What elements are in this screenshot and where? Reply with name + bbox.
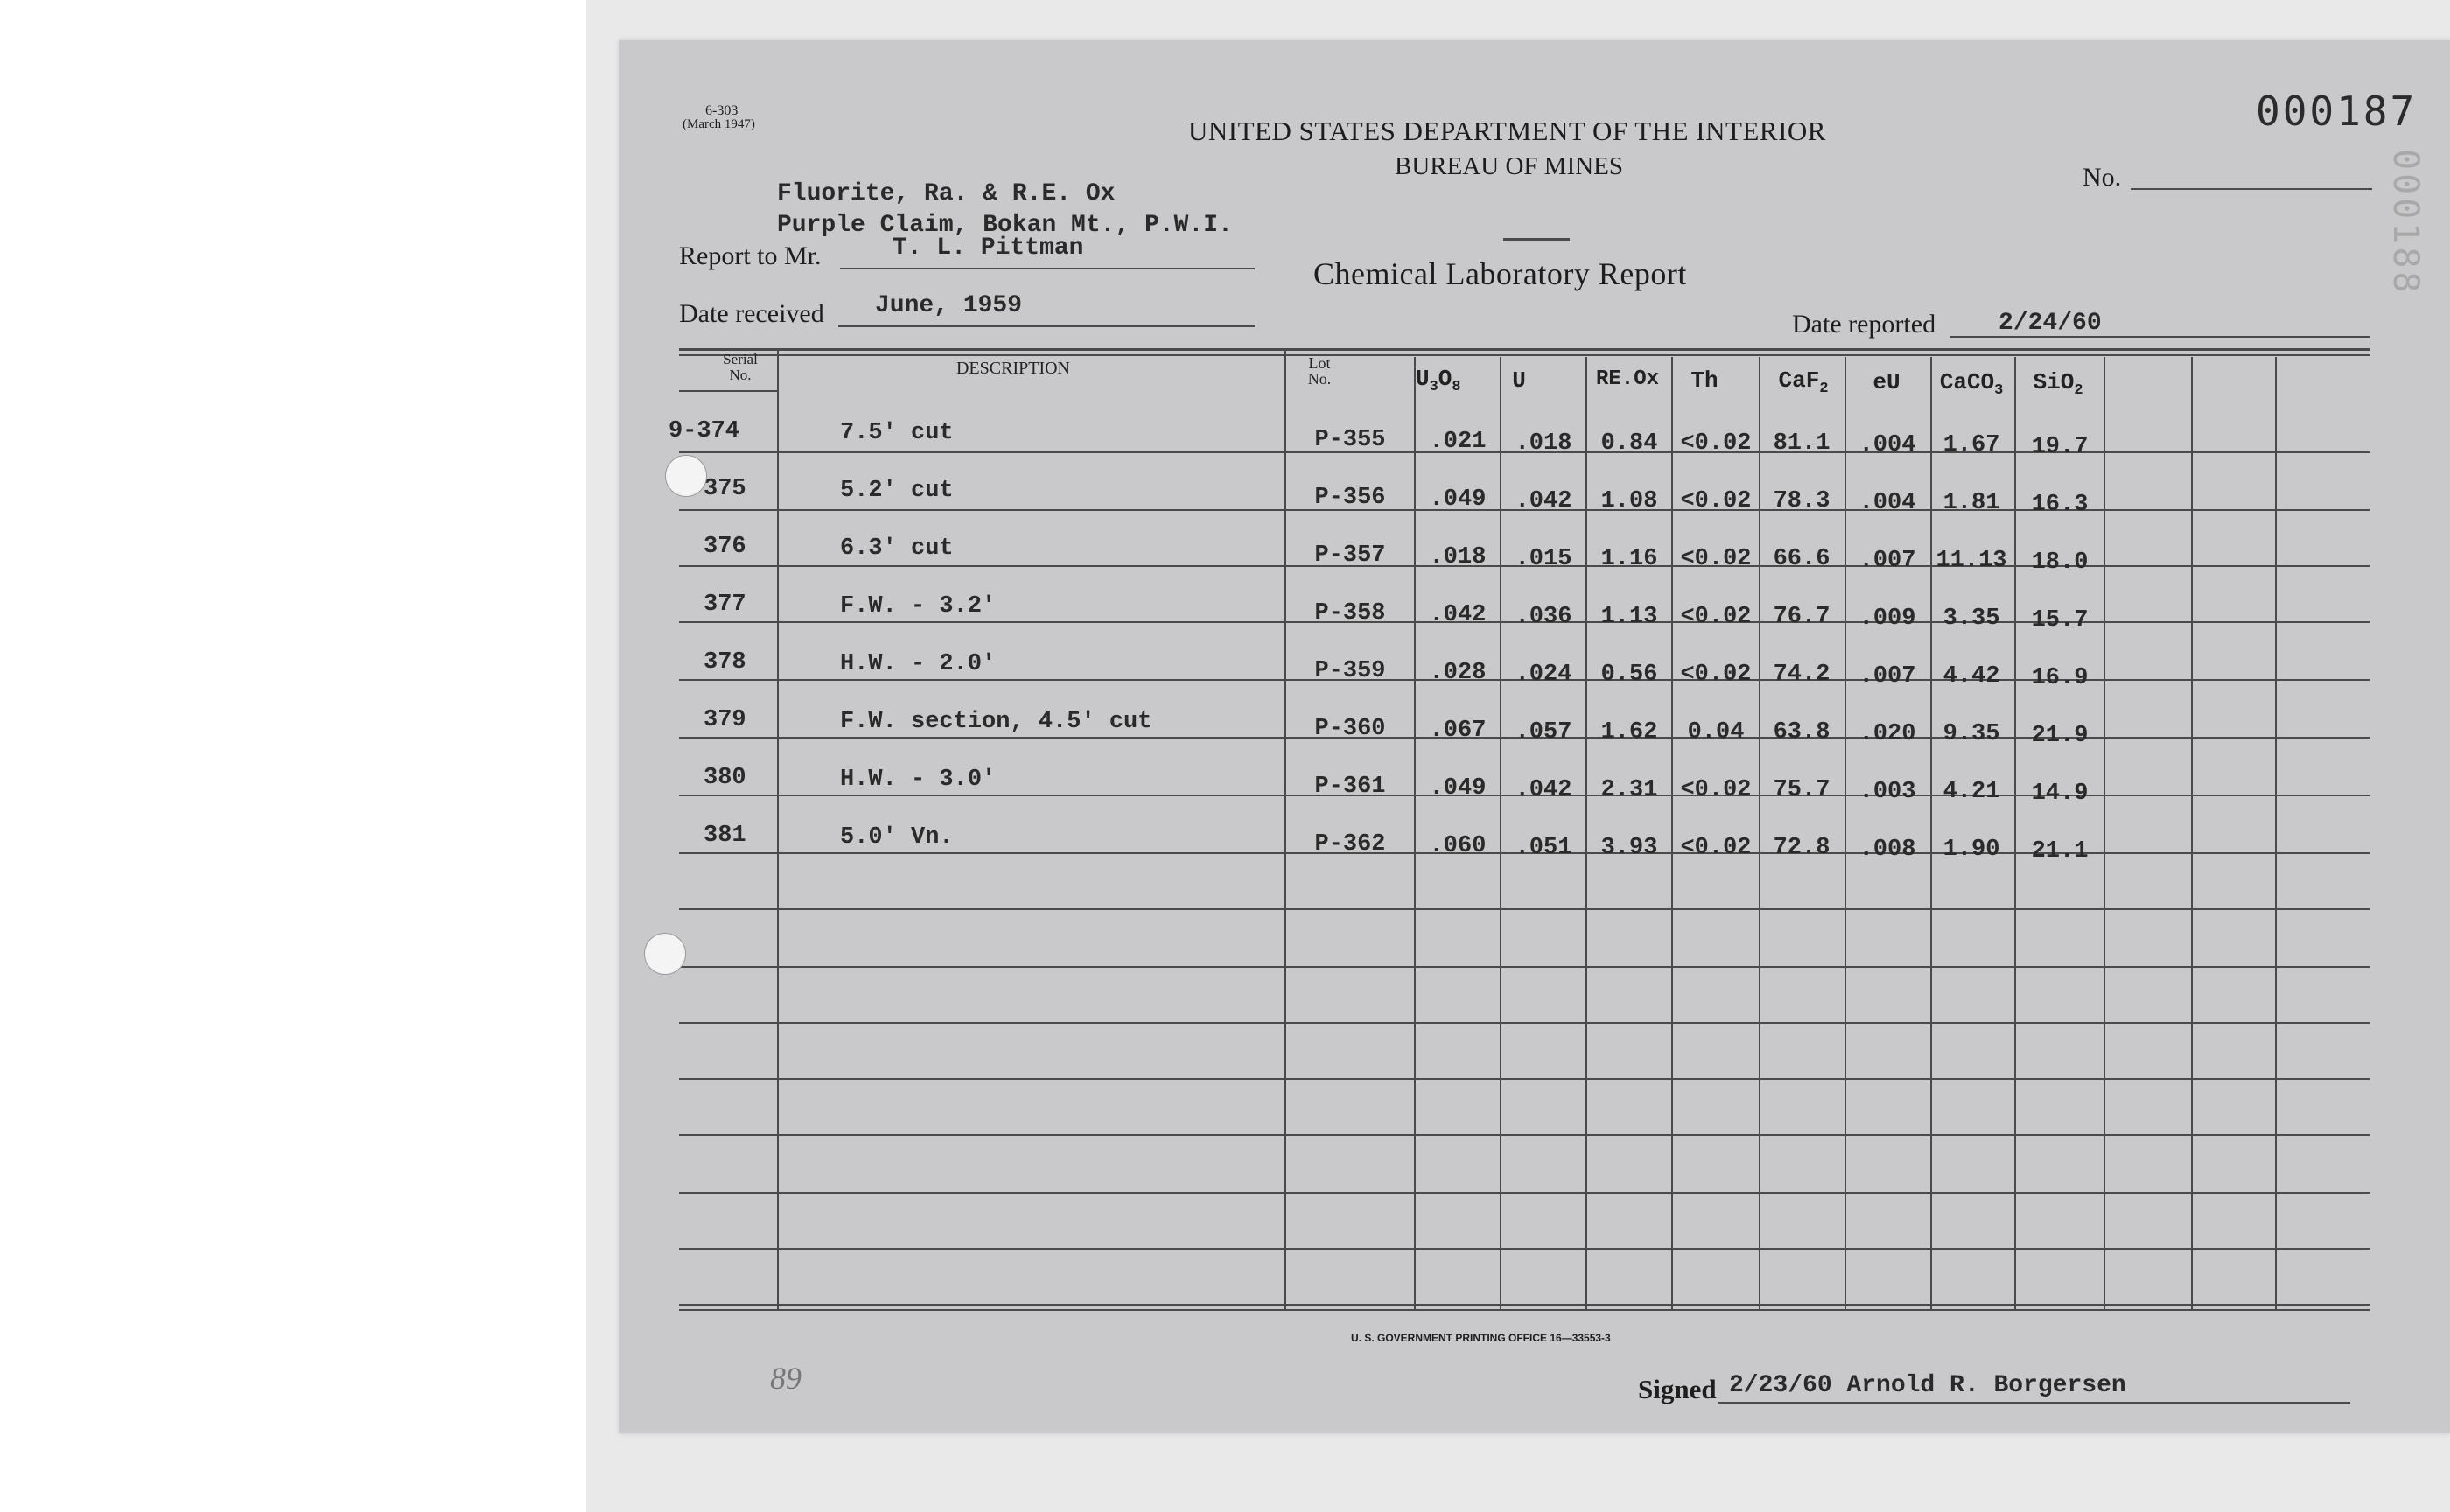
sample-material: Fluorite, Ra. & R.E. Ox (777, 180, 1116, 207)
date-reported-label: Date reported (1792, 310, 1936, 339)
lab-report-form (620, 40, 2450, 1433)
cell-u3o8: .067 (1429, 718, 1487, 744)
cell-u: .051 (1515, 835, 1572, 861)
cell-caco3: 1.67 (1942, 432, 2000, 458)
row-rule (679, 390, 777, 392)
cell-reox: 0.56 (1600, 662, 1658, 688)
cell-u: .024 (1515, 662, 1572, 688)
printing-office-line: U. S. GOVERNMENT PRINTING OFFICE 16—33553-3 (1351, 1332, 1611, 1344)
table-bottom-rule (679, 1304, 2370, 1306)
cell-caf2: 81.1 (1773, 430, 1830, 457)
cell-th: <0.02 (1680, 488, 1752, 514)
header-reox: RE.Ox (1595, 368, 1659, 391)
row-rule (679, 966, 2370, 968)
cell-lot: P-359 (1314, 658, 1386, 684)
col-line-extra2 (2275, 357, 2277, 1309)
cell-serial: 380 (704, 765, 746, 791)
header-caf2: CaF$_2$ (1778, 368, 1829, 398)
col-line-sio2 (2104, 357, 2105, 1309)
cell-caf2: 66.6 (1773, 546, 1830, 572)
no-label: No. (2082, 163, 2122, 192)
cell-lot: P-356 (1314, 485, 1386, 511)
cell-u3o8: .060 (1429, 833, 1487, 859)
cell-u: .015 (1515, 546, 1572, 572)
cell-sio2: 19.7 (2031, 434, 2089, 460)
cell-th: <0.02 (1680, 835, 1752, 861)
cell-u3o8: .021 (1429, 429, 1487, 455)
cell-eu: .007 (1858, 663, 1916, 690)
cell-caf2: 78.3 (1773, 488, 1830, 514)
cell-caf2: 72.8 (1773, 835, 1830, 861)
department-heading: UNITED STATES DEPARTMENT OF THE INTERIOR (1188, 116, 1826, 146)
report-to-label: Report to Mr. (679, 242, 822, 270)
cell-serial: 377 (704, 592, 746, 618)
punch-hole-top (665, 455, 707, 497)
cell-serial: 378 (704, 649, 746, 676)
cell-u: .057 (1515, 719, 1572, 746)
cell-sio2: 16.9 (2031, 665, 2089, 691)
cell-eu: .007 (1858, 548, 1916, 574)
table-bottom-rule-2 (679, 1309, 2370, 1311)
cell-caf2: 75.7 (1773, 777, 1830, 803)
report-to-value: T. L. Pittman (892, 234, 1084, 262)
punch-hole-bottom (644, 933, 686, 975)
cell-th: 0.04 (1687, 719, 1745, 746)
date-received-value: June, 1959 (875, 292, 1023, 319)
cell-u: .042 (1515, 488, 1572, 514)
cell-u3o8: .028 (1429, 660, 1487, 686)
cell-eu: .008 (1858, 836, 1916, 863)
cell-description: F.W. - 3.2' (840, 593, 997, 620)
header-u: U (1512, 368, 1526, 394)
header-th: Th (1690, 368, 1718, 394)
date-received-label: Date received (679, 299, 824, 328)
cell-lot: P-362 (1314, 831, 1386, 858)
bureau-heading: BUREAU OF MINES (1395, 152, 1624, 180)
cell-th: <0.02 (1680, 430, 1752, 457)
cell-sio2: 15.7 (2031, 607, 2089, 634)
header-lot: Lot No. (1307, 354, 1332, 388)
cell-u3o8: .042 (1429, 602, 1487, 628)
cell-caco3: 4.42 (1942, 663, 2000, 690)
cell-serial: 9-374 (668, 418, 740, 444)
date-received-line (838, 326, 1255, 327)
header-serial: Serial No. (723, 351, 758, 383)
cell-caco3: 4.21 (1942, 779, 2000, 805)
cell-description: 7.5' cut (840, 420, 954, 446)
cell-caco3: 11.13 (1936, 548, 2007, 574)
cell-reox: 3.93 (1600, 835, 1658, 861)
cell-u3o8: .049 (1429, 775, 1487, 802)
cell-caco3: 1.90 (1942, 836, 2000, 863)
header-sio2: SiO$_2$ (2033, 369, 2083, 400)
cell-eu: .004 (1858, 490, 1916, 516)
no-line (2131, 188, 2372, 190)
stamp-number: 000187 (2256, 88, 2418, 135)
date-reported-value: 2/24/60 (1998, 310, 2102, 337)
cell-lot: P-358 (1314, 600, 1386, 626)
col-line-desc (1284, 348, 1286, 1309)
signature-line (1718, 1402, 2350, 1404)
cell-serial: 375 (704, 476, 746, 502)
cell-lot: P-361 (1314, 774, 1386, 800)
cell-serial: 376 (704, 534, 746, 560)
row-rule (679, 1248, 2370, 1250)
cell-description: 6.3' cut (840, 536, 954, 562)
form-date-code: (March 1947) (682, 117, 755, 131)
cell-sio2: 18.0 (2031, 550, 2089, 576)
cell-description: H.W. - 2.0' (840, 651, 997, 677)
row-rule (679, 908, 2370, 910)
cell-description: 5.0' Vn. (840, 824, 954, 850)
cell-serial: 379 (704, 707, 746, 733)
cell-u: .042 (1515, 777, 1572, 803)
table-top-rule (679, 348, 2370, 351)
cell-reox: 1.62 (1600, 719, 1658, 746)
cell-description: F.W. section, 4.5' cut (840, 709, 1152, 735)
cell-reox: 1.16 (1600, 546, 1658, 572)
cell-sio2: 14.9 (2031, 780, 2089, 807)
cell-caco3: 3.35 (1942, 606, 2000, 632)
cell-th: <0.02 (1680, 546, 1752, 572)
cell-caco3: 9.35 (1942, 721, 2000, 747)
cell-lot: P-360 (1314, 716, 1386, 742)
header-eu: eU (1872, 369, 1900, 396)
cell-caf2: 76.7 (1773, 604, 1830, 630)
title-divider (1503, 238, 1570, 241)
form-number: 6-303 (705, 103, 738, 118)
row-rule (679, 1134, 2370, 1136)
cell-reox: 1.08 (1600, 488, 1658, 514)
cell-reox: 0.84 (1600, 430, 1658, 457)
row-rule (679, 1022, 2370, 1024)
cell-eu: .004 (1858, 432, 1916, 458)
cell-description: 5.2' cut (840, 478, 954, 504)
cell-serial: 381 (704, 822, 746, 849)
cell-u3o8: .049 (1429, 486, 1487, 513)
header-caco3: CaCO$_3$ (1939, 369, 2004, 400)
cell-u: .018 (1515, 430, 1572, 457)
cell-th: <0.02 (1680, 604, 1752, 630)
cell-caco3: 1.81 (1942, 490, 2000, 516)
cell-sio2: 16.3 (2031, 492, 2089, 518)
signed-value: 2/23/60 Arnold R. Borgersen (1729, 1372, 2126, 1399)
cell-caf2: 74.2 (1773, 662, 1830, 688)
table-top-rule-2 (679, 354, 2370, 356)
cell-eu: .020 (1858, 721, 1916, 747)
col-line-extra1 (2191, 357, 2193, 1309)
cell-sio2: 21.9 (2031, 723, 2089, 749)
header-u3o8: $U_3O_8$ (1416, 366, 1461, 396)
cell-u3o8: .018 (1429, 544, 1487, 570)
bleed-through-number: 000188 (2385, 149, 2426, 297)
cell-eu: .009 (1858, 606, 1916, 632)
sample-location: Purple Claim, Bokan Mt., P.W.I. (777, 212, 1233, 239)
header-description: DESCRIPTION (956, 359, 1070, 378)
cell-lot: P-355 (1314, 427, 1386, 453)
cell-reox: 2.31 (1600, 777, 1658, 803)
cell-lot: P-357 (1314, 542, 1386, 569)
cell-th: <0.02 (1680, 662, 1752, 688)
cell-description: H.W. - 3.0' (840, 766, 997, 793)
cell-eu: .003 (1858, 779, 1916, 805)
margin-note: 89 (770, 1361, 802, 1396)
row-rule (679, 1078, 2370, 1080)
cell-caf2: 63.8 (1773, 719, 1830, 746)
cell-u: .036 (1515, 604, 1572, 630)
report-title: Chemical Laboratory Report (1313, 256, 1687, 291)
cell-reox: 1.13 (1600, 604, 1658, 630)
row-rule (679, 1192, 2370, 1194)
cell-sio2: 21.1 (2031, 838, 2089, 864)
report-to-line (840, 268, 1255, 270)
cell-th: <0.02 (1680, 777, 1752, 803)
col-line-serial (777, 348, 779, 1309)
signed-label: Signed (1638, 1374, 1717, 1404)
